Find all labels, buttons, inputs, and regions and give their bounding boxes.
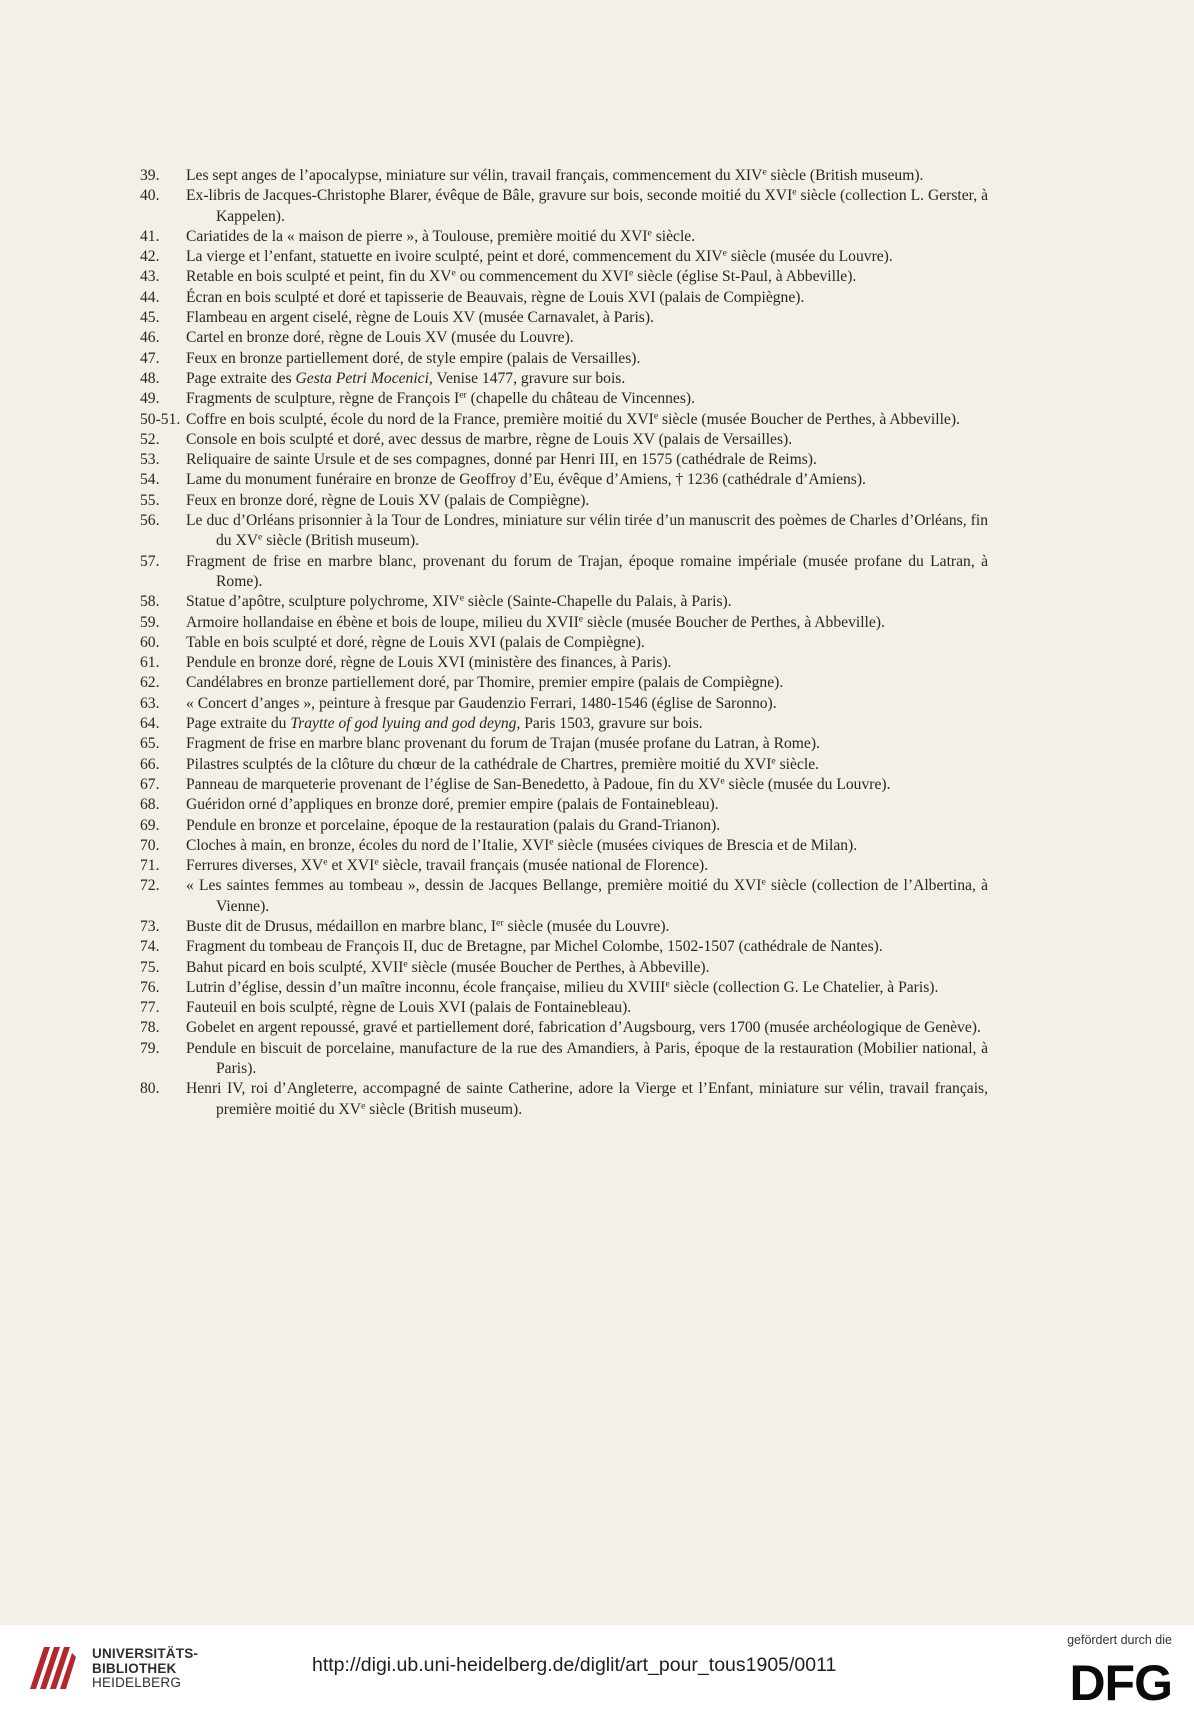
entry-number: 77. (140, 999, 160, 1017)
entry-text: siècle, travail français (musée national de Florence). (378, 857, 709, 875)
ordinal-superscript: e (647, 227, 652, 239)
entry-text: Table en bois sculpté et doré, règne de Louis XVI (palais de Compiègne). (186, 633, 645, 651)
ordinal-superscript: e (258, 532, 263, 544)
catalogue-entry (140, 816, 988, 836)
entry-text: Gobelet en argent repoussé, gravé et partiellement doré, fabrication d’Augsbourg, vers 1700 (musée archéologique de Genève). (186, 1019, 981, 1037)
catalogue-entry (140, 552, 988, 593)
entry-text: Fragment de frise en marbre blanc, provenant du forum de Trajan, époque romaine impériale (musée profane du Latran, à Rome). (186, 552, 988, 590)
entry-number: 59. (140, 613, 160, 631)
entry-number: 69. (140, 816, 160, 834)
entry-text: Les sept anges de l’apocalypse, miniature sur vélin, travail français, commencement du XIV (186, 167, 763, 184)
entry-description (186, 227, 988, 247)
ordinal-superscript: e (628, 268, 634, 280)
entry-text: siècle (British museum). (365, 1100, 523, 1118)
entry-text: « Concert d’anges », peinture à fresque par Gaudenzio Ferrari, 1480-1546 (église de Saronno). (186, 694, 777, 712)
entry-description (186, 856, 988, 876)
entry-number: 43. (140, 268, 160, 286)
entry-description (186, 491, 988, 511)
catalogue-entry (140, 613, 988, 633)
catalogue-entry (140, 958, 988, 978)
catalogue-entry (140, 186, 988, 227)
catalogue-entry (140, 633, 988, 653)
permalink-url[interactable]: http://digi.ub.uni-heidelberg.de/diglit/art_pour_tous1905/0011 (312, 1654, 837, 1676)
ordinal-superscript: e (792, 186, 797, 198)
entry-text: Ferrures diverses, XV (186, 857, 324, 875)
entry-description (186, 694, 988, 714)
ordinal-superscript: e (762, 166, 767, 178)
library-name-line-2: BIBLIOTHEK (92, 1660, 177, 1676)
entry-description (186, 978, 988, 998)
entry-description (186, 430, 988, 450)
catalogue-entry (140, 470, 988, 490)
entry-text: Armoire hollandaise en ébène et bois de loupe, milieu du XVII (186, 613, 579, 631)
entry-number: 71. (140, 857, 160, 875)
entry-text: La vierge et l’enfant, statuette en ivoire sculpté, peint et doré, commencement du XIV (186, 248, 723, 266)
entry-number: 56. (140, 512, 160, 530)
entry-text: Cloches à main, en bronze, écoles du nord de l’Italie, XVI (186, 836, 550, 854)
catalogue-entry (140, 267, 988, 287)
entry-text: Lame du monument funéraire en bronze de Geoffroy d’Eu, évêque d’Amiens, † 1236 (cathédrale d’Amiens). (186, 471, 866, 489)
entry-number: 76. (140, 978, 160, 996)
entry-number: 46. (140, 329, 160, 347)
entry-description (186, 166, 988, 186)
ordinal-superscript: e (451, 268, 456, 280)
entry-number: 79. (140, 1039, 160, 1057)
entry-description (186, 613, 988, 633)
funding-note: gefördert durch die (1067, 1633, 1172, 1647)
entry-text: « Les saintes femmes au tombeau », dessin de Jacques Bellange, première moitié du XVI (186, 877, 762, 895)
entry-description (186, 795, 988, 815)
entry-number: 63. (140, 694, 160, 712)
catalogue-entry (140, 369, 988, 389)
entry-text: Fragment du tombeau de François II, duc de Bretagne, par Michel Colombe, 1502-1507 (cathédrale de Nantes). (186, 938, 883, 956)
entry-text: Page extraite des (186, 369, 296, 387)
entry-text: siècle (musée du Louvre). (726, 248, 893, 266)
library-name-line-1: UNIVERSITÄTS- (92, 1646, 199, 1661)
entry-number: 74. (140, 938, 160, 956)
entry-description (186, 755, 988, 775)
catalogue-entry (140, 978, 988, 998)
entry-description (186, 186, 988, 227)
ordinal-superscript: e (403, 958, 408, 970)
ordinal-superscript: e (653, 410, 659, 422)
entry-number: 66. (140, 755, 160, 773)
catalogue-entry (140, 653, 988, 673)
catalogue-entry (140, 227, 988, 247)
entry-number: 45. (140, 309, 160, 327)
entry-text: Buste dit de Drusus, médaillon en marbre blanc, I (186, 917, 497, 935)
entry-description (186, 714, 988, 734)
entry-text: Cariatides de la « maison de pierre », à Toulouse, première moitié du XVI (186, 227, 648, 245)
entry-description (186, 836, 988, 856)
catalogue-entry (140, 1039, 988, 1080)
catalogue-entry (140, 349, 988, 369)
entry-description (186, 653, 988, 673)
entry-number: 80. (140, 1080, 160, 1098)
ordinal-superscript: e (374, 856, 379, 868)
entry-text: Fragments de sculpture, règne de François I (186, 390, 460, 408)
entry-text: siècle (église St-Paul, à Abbeville). (633, 268, 857, 286)
entry-description (186, 410, 988, 430)
entry-description (186, 511, 988, 552)
entry-description (186, 328, 988, 348)
entry-number: 65. (140, 735, 160, 753)
catalogue-entry (140, 876, 988, 917)
entry-number: 70. (140, 836, 160, 854)
entry-text: Candélabres en bronze partiellement doré, par Thomire, premier empire (palais de Compiègne). (186, 674, 784, 692)
catalogue-entry (140, 836, 988, 856)
ordinal-superscript: e (459, 592, 464, 604)
entry-description (186, 369, 988, 389)
entry-text: siècle (Sainte-Chapelle du Palais, à Paris). (463, 593, 732, 611)
entry-description (186, 1018, 988, 1038)
entry-text: siècle (musée Boucher de Perthes, à Abbeville). (583, 613, 885, 631)
entry-number: 52. (140, 430, 160, 448)
ordinal-superscript: e (761, 877, 766, 889)
catalogue-entry (140, 714, 988, 734)
entry-description (186, 775, 988, 795)
ordinal-superscript: e (578, 613, 584, 625)
entry-text: siècle (musée du Louvre). (503, 917, 670, 935)
entry-number: 39. (140, 167, 160, 184)
ordinal-superscript: e (549, 836, 554, 848)
entry-number: 44. (140, 288, 160, 306)
entry-description (186, 247, 988, 267)
entry-number: 75. (140, 958, 160, 976)
ordinal-superscript: er (496, 917, 504, 929)
entry-description (186, 633, 988, 653)
entry-text: siècle (collection G. Le Chatelier, à Paris). (669, 978, 939, 996)
entry-text: , Venise 1477, gravure sur bois. (428, 369, 626, 387)
entry-text: ou commencement du XVI (455, 268, 629, 286)
entry-text: Pendule en bronze et porcelaine, époque de la restauration (palais du Grand-Trianon). (186, 816, 721, 834)
entry-text: siècle (collection L. Gerster, à Kappelen). (216, 187, 988, 225)
entry-text: Statue d’apôtre, sculpture polychrome, XIV (186, 593, 460, 611)
entry-number: 57. (140, 552, 160, 570)
catalogue-entry (140, 1079, 988, 1120)
entry-text: Ex-libris de Jacques-Christophe Blarer, évêque de Bâle, gravure sur bois, seconde moitié du XVI (186, 187, 793, 205)
catalogue-entry (140, 410, 988, 430)
entry-text: siècle (collection de l’Albertina, à Vienne). (216, 877, 988, 915)
catalogue-entry (140, 430, 988, 450)
entry-description (186, 876, 988, 917)
entry-number: 72. (140, 877, 160, 895)
ordinal-superscript: e (665, 978, 670, 990)
entry-number: 60. (140, 633, 160, 651)
entry-text: Écran en bois sculpté et doré et tapisserie de Beauvais, règne de Louis XVI (palais de Compiègne). (186, 288, 805, 306)
entry-description (186, 288, 988, 308)
entry-description (186, 470, 988, 490)
ordinal-superscript: e (361, 1100, 366, 1112)
catalogue-entry (140, 795, 988, 815)
entry-description (186, 267, 988, 287)
entry-text: Console en bois sculpté et doré, avec dessus de marbre, règne de Louis XV (palais de Versailles). (186, 430, 793, 448)
entry-number: 53. (140, 451, 160, 469)
entry-description (186, 552, 988, 593)
entry-text: siècle. (775, 755, 820, 773)
entry-number: 62. (140, 674, 160, 692)
catalogue-entry (140, 308, 988, 328)
entry-description (186, 673, 988, 693)
catalogue-entry (140, 288, 988, 308)
viewer-footer (0, 1625, 1194, 1711)
catalogue-entry (140, 511, 988, 552)
entry-number: 40. (140, 187, 160, 205)
entry-text: Page extraite du (186, 715, 291, 733)
entry-number: 47. (140, 349, 160, 367)
university-library-logo-icon[interactable] (24, 1641, 80, 1697)
entry-text: Guéridon orné d’appliques en bronze doré, premier empire (palais de Fontainebleau). (186, 796, 719, 814)
entry-text: siècle (musées civiques de Brescia et de Milan). (553, 836, 858, 854)
entry-number: 50-51. (140, 410, 181, 428)
entry-number: 48. (140, 369, 160, 387)
entry-text: Feux en bronze partiellement doré, de style empire (palais de Versailles). (186, 349, 641, 367)
entry-number: 54. (140, 471, 160, 489)
catalogue-entry (140, 592, 988, 612)
entry-number: 68. (140, 796, 160, 814)
ordinal-superscript: e (722, 247, 727, 259)
entry-text: siècle (British museum). (766, 167, 924, 184)
entry-text: Bahut picard en bois sculpté, XVII (186, 958, 404, 976)
entry-number: 64. (140, 715, 160, 733)
book-title: Traytte of god lyuing and god deyng (290, 715, 517, 733)
entry-number: 58. (140, 593, 160, 611)
entry-description (186, 1079, 988, 1120)
entry-text: , Paris 1503, gravure sur bois. (516, 715, 703, 733)
entry-text: siècle (British museum). (262, 532, 420, 550)
ordinal-superscript: e (720, 775, 725, 787)
plate-list (140, 166, 988, 1120)
entry-text: siècle (musée Boucher de Perthes, à Abbeville). (658, 410, 960, 428)
entry-description (186, 349, 988, 369)
entry-number: 41. (140, 227, 160, 245)
entry-number: 73. (140, 917, 160, 935)
entry-number: 49. (140, 390, 160, 408)
entry-number: 67. (140, 775, 160, 793)
catalogue-entry (140, 998, 988, 1018)
catalogue-entry (140, 734, 988, 754)
catalogue-entry (140, 328, 988, 348)
catalogue-entry (140, 673, 988, 693)
entry-text: Flambeau en argent ciselé, règne de Louis XV (musée Carnavalet, à Paris). (186, 309, 654, 327)
catalogue-entry (140, 166, 988, 186)
catalogue-entry (140, 937, 988, 957)
entry-description (186, 308, 988, 328)
entry-text: Le duc d’Orléans prisonnier à la Tour de Londres, miniature sur vélin tirée d’un manuscrit des poèmes de Charles d’Orléans, fin du XV (186, 512, 988, 550)
entry-description (186, 917, 988, 937)
entry-number: 55. (140, 491, 160, 509)
entry-text: siècle. (651, 227, 696, 245)
entry-text: (chapelle du château de Vincennes). (466, 390, 696, 408)
book-title: Gesta Petri Mocenici (295, 369, 429, 387)
catalogue-entry (140, 389, 988, 409)
entry-text: Pilastres sculptés de la clôture du chœur de la cathédrale de Chartres, première moitié du XVI (186, 755, 772, 773)
entry-text: Henri IV, roi d’Angleterre, accompagné de sainte Catherine, adore la Vierge et l’Enfant, miniature sur vélin, travail français, première moitié du XV (186, 1080, 988, 1118)
entry-text: Panneau de marqueterie provenant de l’église de San-Benedetto, à Padoue, fin du XV (186, 775, 721, 793)
library-name[interactable] (92, 1647, 198, 1691)
entry-number: 61. (140, 654, 160, 672)
entry-text: et XVI (327, 857, 375, 875)
entry-text: siècle (musée du Louvre). (724, 775, 891, 793)
entry-description (186, 958, 988, 978)
entry-description (186, 389, 988, 409)
entry-text: Fauteuil en bois sculpté, règne de Louis XVI (palais de Fontainebleau). (186, 999, 632, 1017)
entry-text: Retable en bois sculpté et peint, fin du XV (186, 268, 452, 286)
dfg-logo[interactable]: DFG (1069, 1655, 1172, 1711)
entry-text: Reliquaire de sainte Ursule et de ses compagnes, donné par Henri III, en 1575 (cathédrale de Reims). (186, 451, 817, 469)
ordinal-superscript: e (323, 856, 328, 868)
catalogue-entry (140, 1018, 988, 1038)
entry-description (186, 937, 988, 957)
entry-description (186, 450, 988, 470)
entry-text: Coffre en bois sculpté, école du nord de la France, première moitié du XVI (186, 410, 654, 428)
catalogue-entry (140, 450, 988, 470)
entry-text: Fragment de frise en marbre blanc provenant du forum de Trajan (musée profane du Latran, à Rome). (186, 735, 820, 753)
entry-description (186, 1039, 988, 1080)
catalogue-entry (140, 491, 988, 511)
entry-text: Pendule en biscuit de porcelaine, manufacture de la rue des Amandiers, à Paris, époque de la restauration (Mobilier national, à Paris). (186, 1039, 988, 1078)
entry-description (186, 734, 988, 754)
entry-description (186, 592, 988, 612)
catalogue-entry (140, 917, 988, 937)
entry-text: Feux en bronze doré, règne de Louis XV (palais de Compiègne). (186, 491, 590, 509)
library-name-line-3: HEIDELBERG (92, 1675, 182, 1690)
entry-text: Cartel en bronze doré, règne de Louis XV (musée du Louvre). (186, 329, 574, 347)
ordinal-superscript: e (771, 755, 776, 767)
ordinal-superscript: er (459, 389, 467, 401)
catalogue-entry (140, 755, 988, 775)
catalogue-entry (140, 856, 988, 876)
entry-number: 42. (140, 248, 160, 266)
entry-text: Pendule en bronze doré, règne de Louis XVI (ministère des finances, à Paris). (186, 654, 672, 672)
entry-text: Lutrin d’église, dessin d’un maître inconnu, école française, milieu du XVIII (186, 978, 666, 996)
catalogue-entry (140, 694, 988, 714)
entry-number: 78. (140, 1019, 160, 1037)
entry-description (186, 816, 988, 836)
entry-description (186, 998, 988, 1018)
catalogue-entry (140, 247, 988, 267)
entry-text: siècle (musée Boucher de Perthes, à Abbeville). (407, 958, 710, 976)
catalogue-entry (140, 775, 988, 795)
